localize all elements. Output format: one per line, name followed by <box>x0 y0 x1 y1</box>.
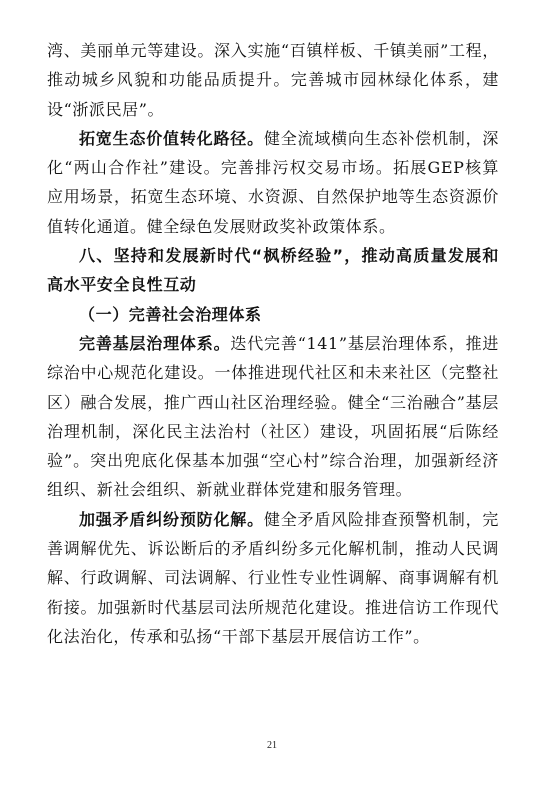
paragraph-lead: 加强矛盾纠纷预防化解。 <box>79 509 264 529</box>
paragraph-body: 健全流域横向生态补偿机制，深化“两山合作社”建设。完善排污权交易市场。拓展GEP核算应用场景，拓宽生态环境、水资源、自然保护地等生态资源价值转化通道。健全绿色发展财政奖补政策体系。 <box>47 128 499 236</box>
sub-heading: （一）完善社会治理体系 <box>79 304 262 324</box>
section-heading: 八、坚持和发展新时代“枫桥经验”，推动高质量发展和高水平安全良性互动 <box>47 246 499 295</box>
paragraph-dispute-resolution <box>47 505 499 651</box>
paragraph-lead: 拓宽生态价值转化路径。 <box>79 128 264 148</box>
document-body <box>47 36 499 651</box>
paragraph-continued: 湾、美丽单元等建设。深入实施“百镇样板、千镇美丽”工程，推动城乡风貌和功能品质提升。完善城市园林绿化体系，建设“浙派民居”。 <box>47 41 499 119</box>
paragraph-body: 迭代完善“141”基层治理体系，推进综治中心规范化建设。一体推进现代社区和未来社区（完整社区）融合发展，推广西山社区治理经验。健全“三治融合”基层治理机制，深化民主法治村（社区）建设，巩固拓展“后陈经验”。突出兜底化保基本加强“空心村”综合治理，加强新经济组织、新社会组织、新就业群体党建和服务管理。 <box>47 333 499 500</box>
paragraph-grassroots-governance <box>47 329 499 505</box>
paragraph-body: 健全矛盾风险排查预警机制，完善调解优先、诉讼断后的矛盾纠纷多元化解机制，推动人民调解、行政调解、司法调解、行业性专业性调解、商事调解有机衔接。加强新时代基层司法所规范化建设。推进信访工作现代化法治化，传承和弘扬“干部下基层开展信访工作”。 <box>47 509 499 646</box>
page-number: 21 <box>267 740 277 751</box>
paragraph-lead: 完善基层治理体系。 <box>79 333 231 353</box>
paragraph-ecological-value <box>47 124 499 241</box>
